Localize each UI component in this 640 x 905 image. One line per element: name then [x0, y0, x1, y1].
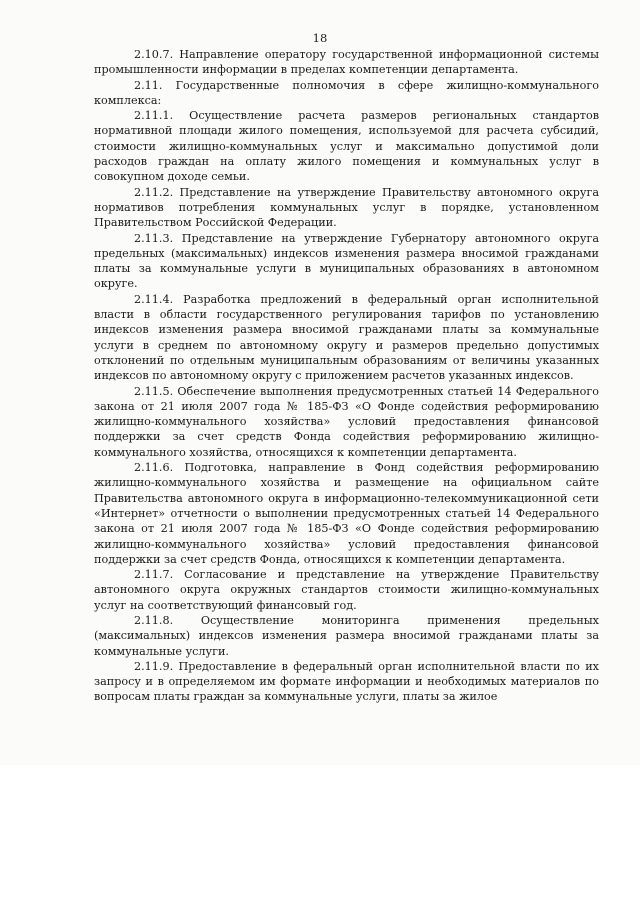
paragraph-2-11-8: 2.11.8. Осуществление мониторинга применения предельных (максимальных) индексов изменения размера вносимой гражданами платы за коммунальные услуги.	[94, 613, 599, 658]
paragraph-2-11-2: 2.11.2. Представление на утверждение Правительству автономного округа нормативов потребления коммунальных услуг в порядке, установленном Правительством Российской Федерации.	[94, 185, 599, 230]
paragraph-2-11-3: 2.11.3. Представление на утверждение Губернатору автономного округа предельных (максимальных) индексов изменения размера вносимой гражданами платы за коммунальные услуги в муниципальных образованиях в автономном округе.	[94, 231, 599, 291]
paragraph-2-11: 2.11. Государственные полномочия в сфере жилищно-коммунального комплекса:	[94, 78, 599, 107]
paragraph-2-11-1: 2.11.1. Осуществление расчета размеров региональных стандартов нормативной площади жилого помещения, используемой для расчета субсидий, стоимости жилищно-коммунальных услуг и максимально допустимой доли расходов граждан на оплату жилого помещения и коммунальных услуг в совокупном доходе семьи.	[94, 109, 599, 184]
paragraph-2-11-7: 2.11.7. Согласование и представление на утверждение Правительству автономного округа окружных стандартов стоимости жилищно-коммунальных услуг на соответствующий финансовый год.	[94, 568, 599, 612]
paragraph-2-11-9: 2.11.9. Предоставление в федеральный орган исполнительной власти по их запросу и в определяемом им формате информации и необходимых материалов по вопросам платы граждан за коммунальные услуги, платы за жилое	[94, 659, 599, 704]
paragraph-2-11-6: 2.11.6. Подготовка, направление в Фонд содействия реформированию жилищно-коммунального хозяйства и размещение на официальном сайте Правительства автономного округа в информационно-телекоммуникационной сети «Интернет» отчетности о выполнении предусмотренных статьей 14 Федерального закона от 21 июля 2007 года № 185-ФЗ «О Фонде содействия реформированию жилищно-коммунального хозяйства» условий предоставления финансовой поддержки за счет средств Фонда, относящихся к компетенции департамента.	[94, 461, 599, 566]
paragraph-2-10-7: 2.10.7. Направление оператору государственной информационной системы промышленности информации в пределах компетенции департамента.	[94, 48, 599, 77]
document-body	[94, 47, 599, 705]
paragraph-2-11-5: 2.11.5. Обеспечение выполнения предусмотренных статьей 14 Федерального закона от 21 июля 2007 года № 185-ФЗ «О Фонде содействия реформированию жилищно-коммунального хозяйства» условий предоставления финансовой поддержки за счет средств Фонда содействия реформированию жилищно-коммунального хозяйства, относящихся к компетенции департамента.	[94, 384, 599, 459]
blank-bottom-area	[0, 765, 640, 905]
page-number: 18	[312, 31, 328, 45]
paragraph-2-11-4: 2.11.4. Разработка предложений в федеральный орган исполнительной власти в области государственного регулирования тарифов по установлению индексов изменения размера вносимой гражданами платы за коммунальные услуги в среднем по автономному округу и размеров предельно допустимых отклонений по отдельным муниципальным образованиям от величины указанных индексов по автономному округу с приложением расчетов указанных индексов.	[94, 292, 599, 383]
